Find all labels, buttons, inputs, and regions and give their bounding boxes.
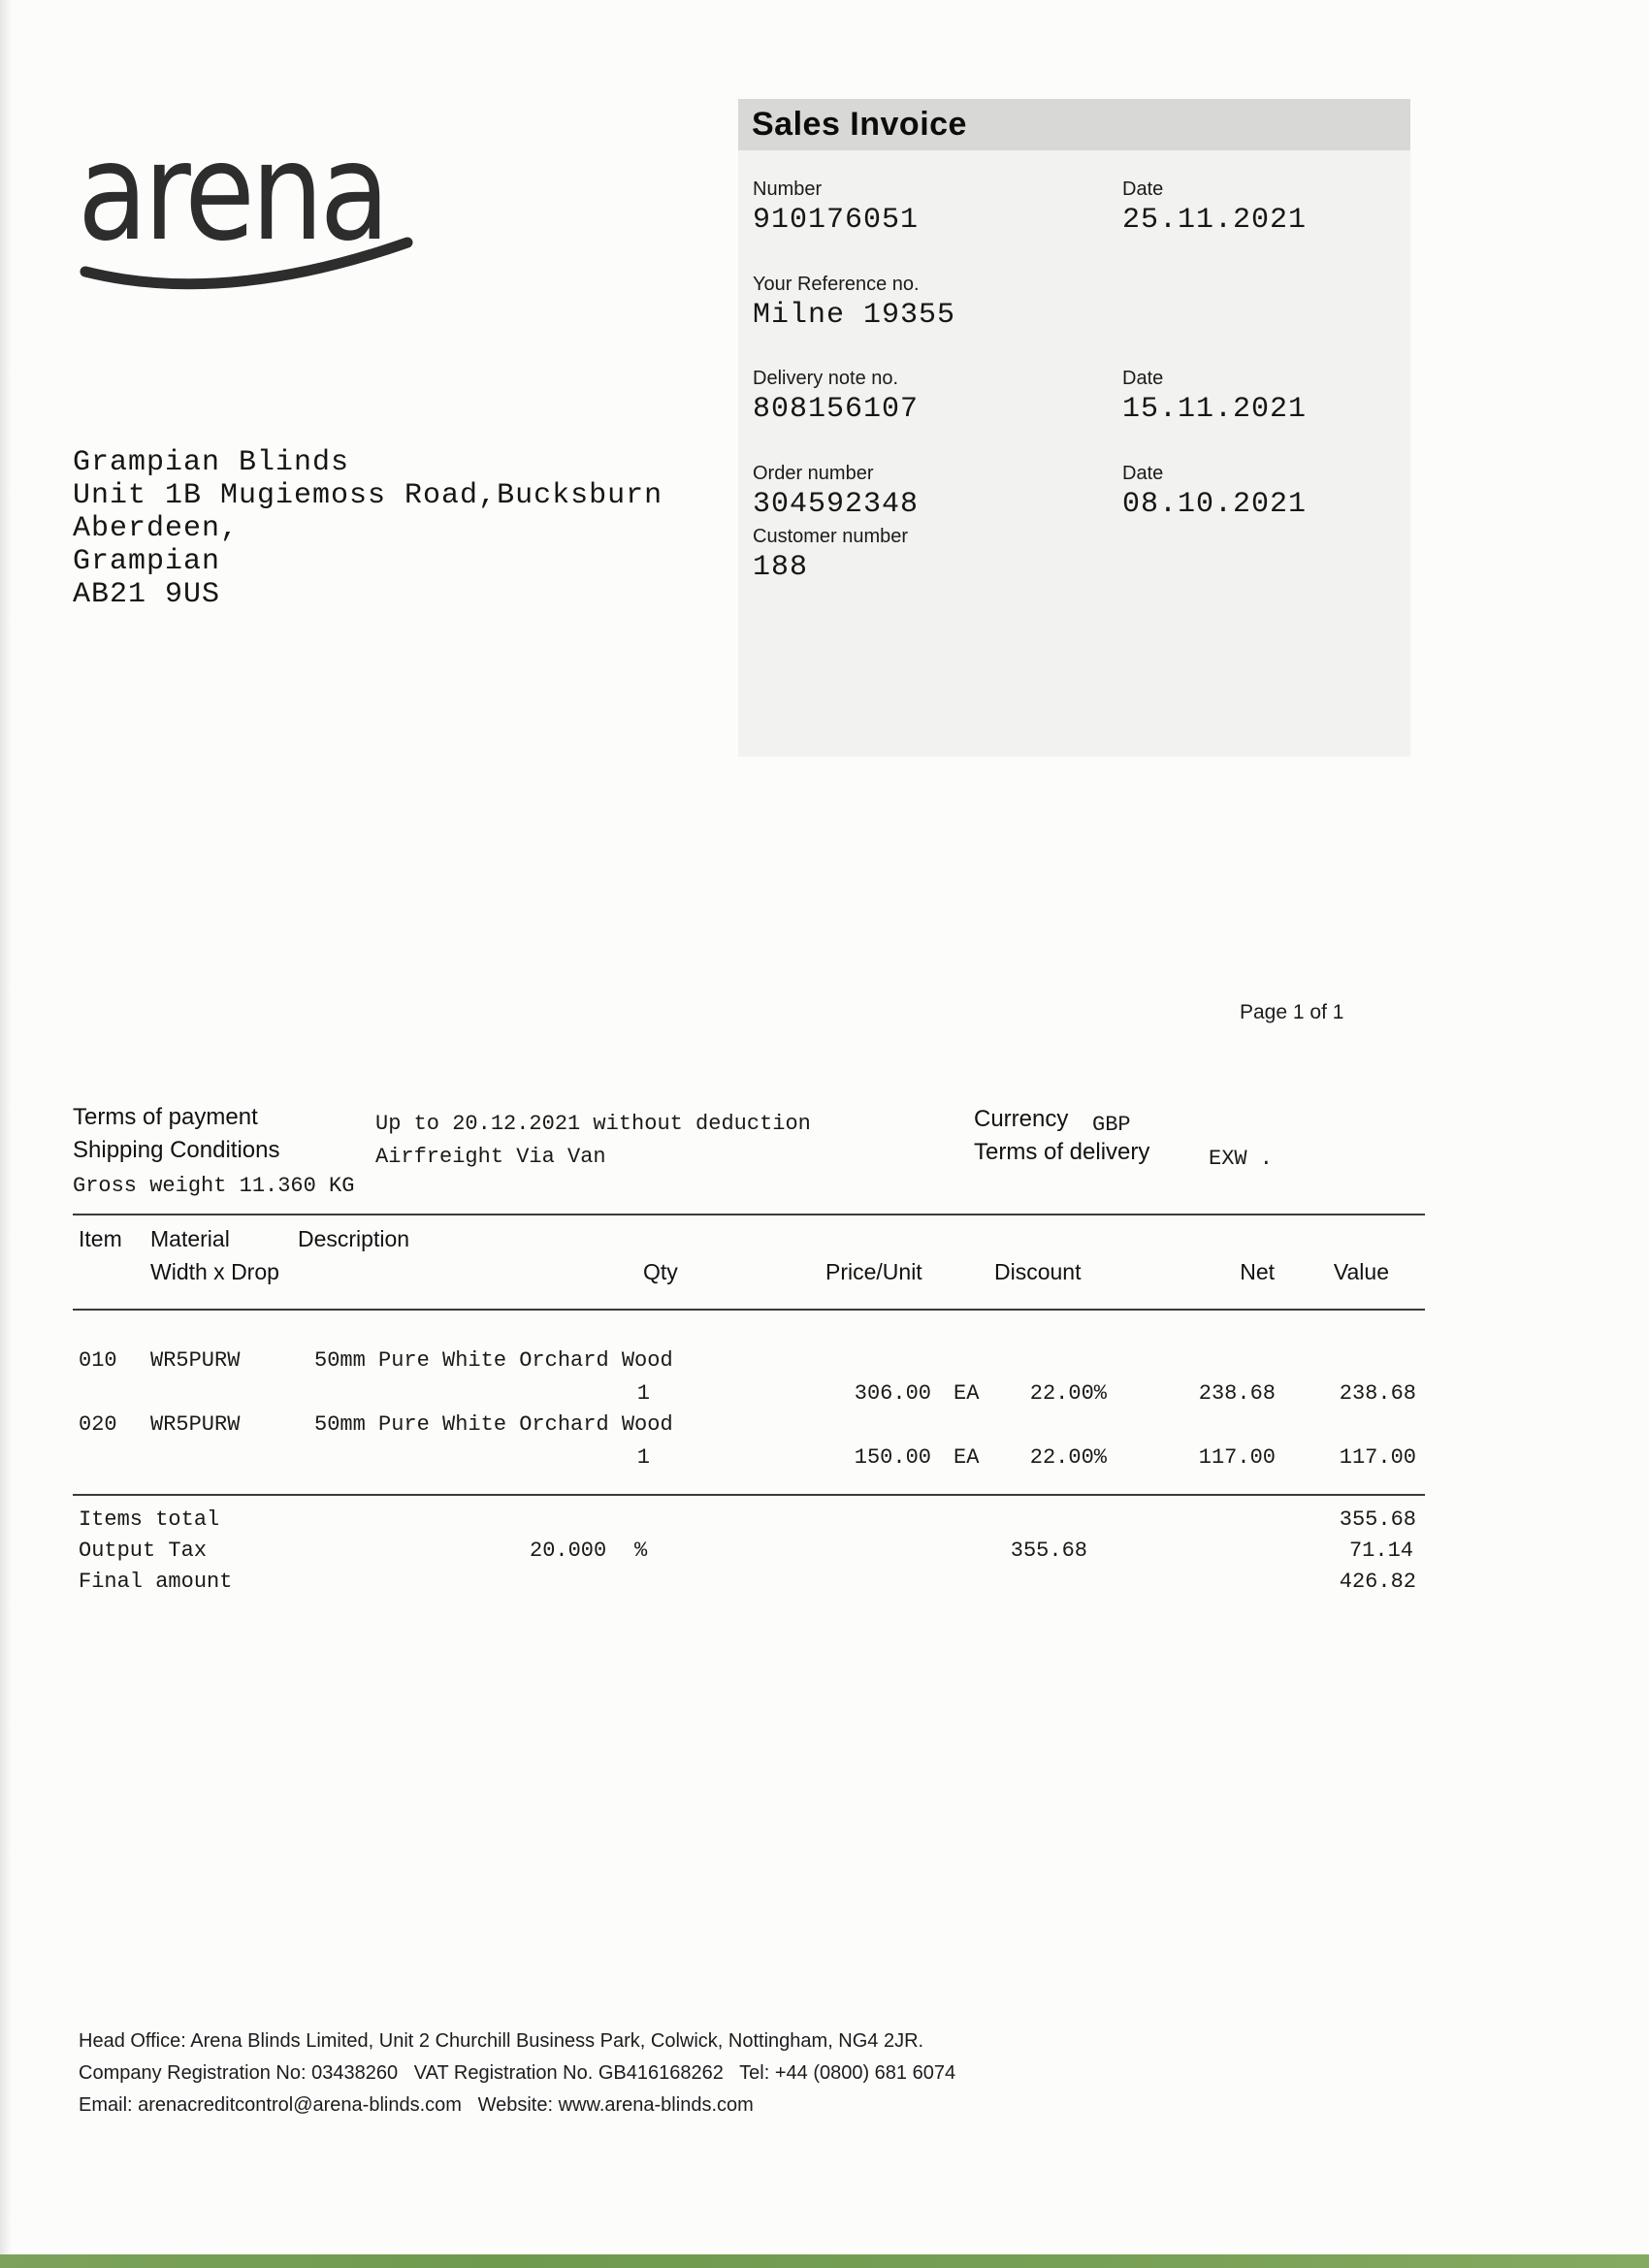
price-unit-cell: 150.00: [854, 1445, 931, 1470]
page-indicator: Page 1 of 1: [1240, 1001, 1344, 1023]
delivery-date-value: 15.11.2021: [1122, 393, 1308, 426]
recipient-address-line: Aberdeen,: [73, 512, 240, 545]
items-total-value: 355.68: [1339, 1507, 1416, 1532]
col-header-qty: Qty: [643, 1259, 678, 1284]
recipient-address-line: Grampian: [73, 545, 221, 578]
col-header-discount: Discount: [994, 1259, 1082, 1284]
terms-of-delivery-label: Terms of delivery: [974, 1139, 1150, 1165]
delivery-note-value: 808156107: [753, 393, 920, 426]
value-cell: 238.68: [1339, 1381, 1416, 1406]
col-header-price-unit: Price/Unit: [825, 1259, 922, 1284]
footer-head-office: Head Office: Arena Blinds Limited, Unit 2 Churchill Business Park, Colwick, Nottingham, NG4 2JR.: [79, 2030, 924, 2052]
shipping-conditions-value: Airfreight Via Van: [375, 1145, 606, 1169]
net-cell: 238.68: [1198, 1381, 1276, 1406]
final-amount-label: Final amount: [79, 1570, 233, 1594]
output-tax-percent: %: [634, 1539, 648, 1563]
final-amount-value: 426.82: [1339, 1570, 1416, 1594]
gross-weight-text: Gross weight 11.360 KG: [73, 1174, 355, 1198]
value-cell: 117.00: [1339, 1445, 1416, 1470]
footer-registration: Company Registration No: 03438260 VAT Registration No. GB416168262 Tel: +44 (0800) 681 6074: [79, 2062, 956, 2084]
order-number-value: 304592348: [753, 488, 920, 521]
col-header-material: Material: [150, 1226, 230, 1251]
arena-logo-swoosh-icon: [80, 233, 414, 310]
invoice-date-label: Date: [1122, 178, 1164, 200]
recipient-address-line: Grampian Blinds: [73, 446, 350, 479]
net-cell: 117.00: [1198, 1445, 1276, 1470]
description-cell: 50mm Pure White Orchard Wood: [314, 1348, 673, 1373]
delivery-note-label: Delivery note no.: [753, 368, 899, 389]
recipient-address-line: Unit 1B Mugiemoss Road,Bucksburn: [73, 479, 663, 512]
delivery-date-label: Date: [1122, 368, 1164, 389]
arena-logo-text: arena: [78, 113, 386, 272]
material-cell: WR5PURW: [150, 1412, 241, 1437]
description-cell: 50mm Pure White Orchard Wood: [314, 1412, 673, 1437]
item-number-cell: 010: [79, 1348, 117, 1373]
material-cell: WR5PURW: [150, 1348, 241, 1373]
qty-cell: 1: [636, 1445, 650, 1470]
terms-of-payment-value: Up to 20.12.2021 without deduction: [375, 1112, 811, 1136]
discount-cell: 22.00%: [1029, 1445, 1107, 1470]
discount-cell: 22.00%: [1029, 1381, 1107, 1406]
item-number-cell: 020: [79, 1412, 117, 1437]
qty-cell: 1: [636, 1381, 650, 1406]
output-tax-base: 355.68: [1010, 1539, 1087, 1563]
currency-label: Currency: [974, 1106, 1069, 1132]
invoice-number-label: Number: [753, 178, 823, 200]
invoice-date-value: 25.11.2021: [1122, 204, 1308, 237]
price-unit-cell: 306.00: [854, 1381, 931, 1406]
terms-of-delivery-value: EXW .: [1209, 1147, 1274, 1171]
footer-contact: Email: arenacreditcontrol@arena-blinds.com Website: www.arena-blinds.com: [79, 2094, 754, 2116]
reference-label: Your Reference no.: [753, 274, 920, 295]
customer-number-label: Customer number: [753, 526, 909, 547]
col-header-value: Value: [1333, 1259, 1389, 1284]
recipient-address-line: AB21 9US: [73, 578, 221, 611]
invoice-title: Sales Invoice: [752, 106, 967, 143]
order-date-label: Date: [1122, 463, 1164, 484]
output-tax-rate: 20.000: [530, 1539, 607, 1563]
col-header-width-drop: Width x Drop: [150, 1259, 279, 1284]
invoice-header-panel: [738, 99, 1410, 757]
col-header-item: Item: [79, 1226, 122, 1251]
invoice-number-value: 910176051: [753, 204, 920, 237]
divider-items: [73, 1494, 1425, 1496]
unit-cell: EA: [954, 1445, 980, 1470]
divider-header: [73, 1309, 1425, 1311]
shipping-conditions-label: Shipping Conditions: [73, 1137, 280, 1163]
output-tax-value: 71.14: [1348, 1539, 1413, 1563]
order-date-value: 08.10.2021: [1122, 488, 1308, 521]
recipient-address: [73, 446, 663, 611]
items-total-label: Items total: [79, 1507, 220, 1532]
divider-top: [73, 1214, 1425, 1215]
arena-logo: [78, 113, 436, 318]
output-tax-label: Output Tax: [79, 1539, 208, 1563]
scan-edge-strip: [0, 2254, 1649, 2268]
terms-of-payment-label: Terms of payment: [73, 1104, 258, 1130]
order-number-label: Order number: [753, 463, 874, 484]
unit-cell: EA: [954, 1381, 980, 1406]
col-header-description: Description: [298, 1226, 410, 1251]
currency-value: GBP: [1092, 1113, 1131, 1137]
col-header-net: Net: [1240, 1259, 1275, 1284]
invoice-title-bar: [738, 99, 1410, 150]
reference-value: Milne 19355: [753, 299, 956, 332]
customer-number-value: 188: [753, 551, 809, 584]
